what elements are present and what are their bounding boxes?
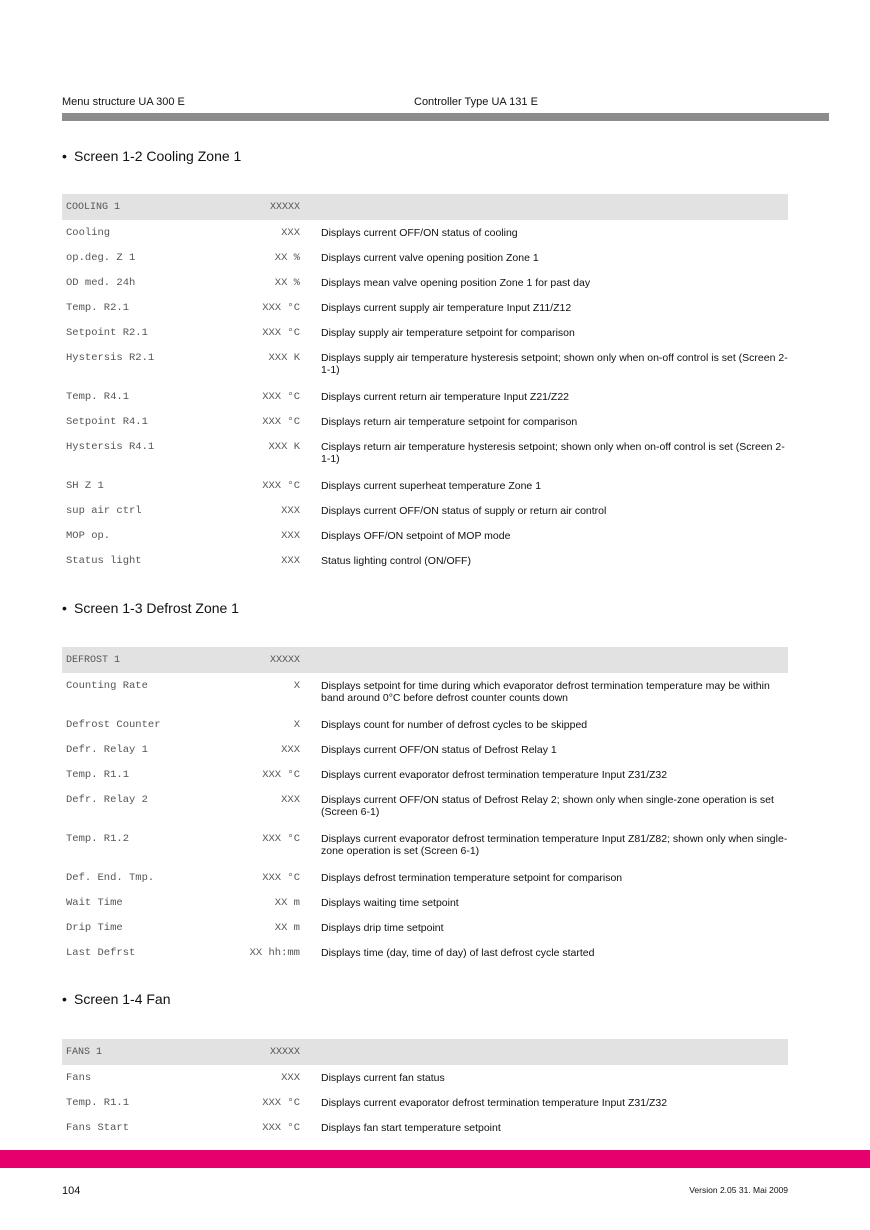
parameter-name: Hystersis R4.1 [66, 441, 155, 453]
parameter-description: Displays supply air temperature hysteresis setpoint; shown only when on-off control is set (Screen 2-1-1) [321, 352, 788, 376]
menu-value: XXXXX [214, 647, 304, 673]
table-row [62, 737, 788, 762]
table-header-row [62, 647, 788, 673]
page-number: 104 [62, 1185, 81, 1197]
parameter-name: Temp. R1.1 [66, 769, 130, 781]
menu-value: XXXXX [214, 1039, 304, 1065]
parameter-name: Counting Rate [66, 680, 148, 692]
parameter-description: Displays current OFF/ON status of supply or return air control [321, 505, 607, 517]
parameter-name: Temp. R4.1 [66, 391, 130, 403]
table-row [62, 384, 788, 409]
table-row [62, 762, 788, 787]
table-row [62, 434, 788, 473]
parameter-name: Drip Time [66, 922, 123, 934]
parameter-description: Displays mean valve opening position Zone 1 for past day [321, 277, 591, 289]
parameter-value: XXX K [268, 352, 300, 364]
parameter-description: Displays waiting time setpoint [321, 897, 459, 909]
bullet-icon: • [62, 600, 67, 616]
parameter-value: XXX °C [262, 416, 300, 428]
parameter-name: Wait Time [66, 897, 123, 909]
parameter-value: XX m [274, 922, 300, 934]
parameter-description: Displays fan start temperature setpoint [321, 1122, 501, 1134]
parameter-name: Cooling [66, 227, 111, 239]
parameter-description: Displays current supply air temperature Input Z11/Z12 [321, 302, 572, 314]
menu-title: DEFROST 1 [62, 647, 214, 673]
parameter-name: Setpoint R4.1 [66, 416, 148, 428]
parameter-value: XXX °C [262, 480, 300, 492]
header-divider [62, 113, 829, 121]
parameter-name: MOP op. [66, 530, 111, 542]
parameter-description: Displays time (day, time of day) of last defrost cycle started [321, 947, 595, 959]
parameter-value: XXX [281, 227, 300, 239]
table-header-row [62, 194, 788, 220]
table-row [62, 1115, 788, 1140]
parameter-description: Displays current evaporator defrost termination temperature Input Z31/Z32 [321, 1097, 668, 1109]
parameter-name: op.deg. Z 1 [66, 252, 136, 264]
section-title [62, 600, 239, 616]
parameter-description: Displays current OFF/ON status of cooling [321, 227, 518, 239]
bullet-icon: • [62, 148, 67, 164]
table-row [62, 320, 788, 345]
parameter-description: Displays setpoint for time during which evaporator defrost termination temperature may be within band around 0°C before defrost counter counts down [321, 680, 770, 704]
parameter-value: X [293, 680, 300, 692]
table-row [62, 1090, 788, 1115]
table-row [62, 787, 788, 826]
parameter-value: XXX °C [262, 833, 300, 845]
menu-title: COOLING 1 [62, 194, 214, 220]
table-row [62, 826, 788, 865]
parameter-description: Displays current fan status [321, 1072, 445, 1084]
parameter-value: XX hh:mm [249, 947, 300, 959]
parameter-name: Def. End. Tmp. [66, 872, 155, 884]
table-row [62, 915, 788, 940]
menu-table [62, 194, 788, 573]
table-row [62, 890, 788, 915]
section-title [62, 991, 171, 1007]
parameter-name: SH Z 1 [66, 480, 104, 492]
table-row [62, 473, 788, 498]
parameter-value: XXX K [268, 441, 300, 453]
table-row [62, 673, 788, 712]
parameter-description: Displays OFF/ON setpoint of MOP mode [321, 530, 511, 542]
section-title-text: Screen 1-4 Fan [74, 991, 171, 1007]
table-row [62, 865, 788, 890]
header-center: Controller Type UA 131 E [414, 96, 538, 108]
header-left: Menu structure UA 300 E [62, 96, 185, 108]
parameter-name: OD med. 24h [66, 277, 136, 289]
parameter-name: Temp. R2.1 [66, 302, 130, 314]
parameter-value: XXX °C [262, 769, 300, 781]
parameter-name: Fans [66, 1072, 92, 1084]
table-row [62, 409, 788, 434]
table-row [62, 498, 788, 523]
parameter-name: Hystersis R2.1 [66, 352, 155, 364]
menu-title: FANS 1 [62, 1039, 214, 1065]
table-row [62, 295, 788, 320]
parameter-description: Displays drip time setpoint [321, 922, 444, 934]
footer-bar [0, 1150, 870, 1168]
parameter-name: Setpoint R2.1 [66, 327, 148, 339]
header-spacer [304, 194, 788, 220]
table-row [62, 940, 788, 965]
table-header-row [62, 1039, 788, 1065]
parameter-value: XXX °C [262, 1097, 300, 1109]
table-row [62, 712, 788, 737]
parameter-value: XXX °C [262, 327, 300, 339]
table-row [62, 345, 788, 384]
parameter-value: XXX [281, 794, 300, 806]
parameter-description: Displays current superheat temperature Zone 1 [321, 480, 542, 492]
parameter-description: Displays current evaporator defrost termination temperature Input Z31/Z32 [321, 769, 668, 781]
menu-table [62, 1039, 788, 1140]
parameter-value: XXX [281, 1072, 300, 1084]
parameter-description: Displays current evaporator defrost termination temperature Input Z81/Z82; shown only when single-zone operation is set (Screen 6-1) [321, 833, 788, 857]
parameter-name: Fans Start [66, 1122, 130, 1134]
parameter-name: Last Defrst [66, 947, 136, 959]
menu-table [62, 647, 788, 965]
parameter-name: Defrost Counter [66, 719, 161, 731]
bullet-icon: • [62, 991, 67, 1007]
parameter-value: XXX [281, 505, 300, 517]
parameter-value: XXX [281, 555, 300, 567]
parameter-value: X [293, 719, 300, 731]
header-spacer [304, 1039, 788, 1065]
parameter-value: XXX [281, 744, 300, 756]
parameter-value: XXX °C [262, 1122, 300, 1134]
parameter-value: XXX [281, 530, 300, 542]
table-row [62, 548, 788, 573]
parameter-description: Cisplays return air temperature hysteresis setpoint; shown only when on-off control is set (Screen 2-1-1) [321, 441, 785, 465]
parameter-description: Displays return air temperature setpoint for comparison [321, 416, 578, 428]
parameter-value: XX % [274, 277, 300, 289]
parameter-value: XXX °C [262, 391, 300, 403]
parameter-description: Display supply air temperature setpoint for comparison [321, 327, 575, 339]
parameter-description: Displays defrost termination temperature setpoint for comparison [321, 872, 623, 884]
parameter-description: Displays current valve opening position Zone 1 [321, 252, 539, 264]
parameter-value: XX m [274, 897, 300, 909]
parameter-name: Temp. R1.2 [66, 833, 130, 845]
table-row [62, 270, 788, 295]
parameter-description: Status lighting control (ON/OFF) [321, 555, 471, 567]
parameter-description: Displays count for number of defrost cycles to be skipped [321, 719, 588, 731]
version-info: Version 2.05 31. Mai 2009 [689, 1185, 788, 1195]
section-title [62, 148, 241, 164]
parameter-name: Defr. Relay 1 [66, 744, 148, 756]
parameter-description: Displays current OFF/ON status of Defrost Relay 2; shown only when single-zone operation is set (Screen 6-1) [321, 794, 774, 818]
header-spacer [304, 647, 788, 673]
section-title-text: Screen 1-2 Cooling Zone 1 [74, 148, 242, 164]
parameter-description: Displays current OFF/ON status of Defrost Relay 1 [321, 744, 557, 756]
parameter-value: XX % [274, 252, 300, 264]
parameter-name: Temp. R1.1 [66, 1097, 130, 1109]
parameter-value: XXX °C [262, 872, 300, 884]
table-row [62, 1065, 788, 1090]
parameter-name: sup air ctrl [66, 505, 142, 517]
parameter-name: Status light [66, 555, 142, 567]
table-row [62, 245, 788, 270]
parameter-name: Defr. Relay 2 [66, 794, 148, 806]
parameter-description: Displays current return air temperature Input Z21/Z22 [321, 391, 570, 403]
section-title-text: Screen 1-3 Defrost Zone 1 [74, 600, 239, 616]
table-row [62, 523, 788, 548]
menu-value: XXXXX [214, 194, 304, 220]
table-row [62, 220, 788, 245]
parameter-value: XXX °C [262, 302, 300, 314]
